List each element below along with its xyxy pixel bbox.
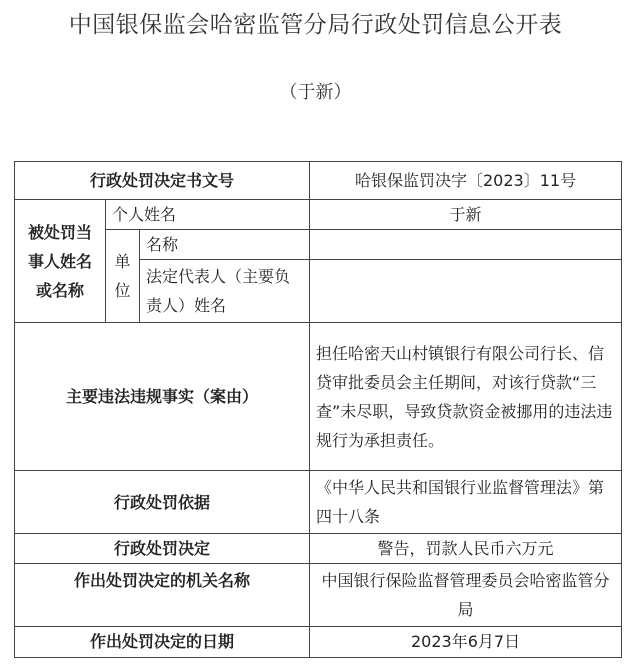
document-subtitle: （于新） <box>279 82 352 103</box>
decision-no-label: 行政处罚决定书文号 <box>15 162 310 200</box>
table-row <box>15 230 622 260</box>
facts-value: 担任哈密天山村镇银行有限公司行长、信贷审批委员会主任期间，对该行贷款“三查”未尽职，导致贷款资金被挪用的违法违规行为承担责任。 <box>310 323 622 471</box>
party-label: 被处罚当事人姓名或名称 <box>15 200 106 323</box>
unit-name-label: 名称 <box>140 230 310 260</box>
table-row <box>15 200 622 230</box>
facts-label: 主要违法违规事实（案由） <box>15 323 310 471</box>
decision-label: 行政处罚决定 <box>15 534 310 564</box>
date-label: 作出处罚决定的日期 <box>15 627 310 658</box>
unit-label: 单位 <box>106 230 140 323</box>
individual-name-label: 个人姓名 <box>106 200 310 230</box>
decision-value: 警告，罚款人民币六万元 <box>310 534 622 564</box>
table-row <box>15 564 622 627</box>
authority-label: 作出处罚决定的机关名称 <box>15 564 310 627</box>
authority-value: 中国银行保险监督管理委员会哈密监管分局 <box>310 564 622 627</box>
table-row <box>15 627 622 658</box>
document-title: 中国银保监会哈密监管分局行政处罚信息公开表 <box>68 12 563 38</box>
unit-name-value <box>310 230 622 260</box>
date-value: 2023年6月7日 <box>310 627 622 658</box>
legal-rep-value <box>310 260 622 323</box>
table-row <box>15 162 622 200</box>
basis-value: 《中华人民共和国银行业监督管理法》第四十八条 <box>310 471 622 534</box>
penalty-info-table <box>14 161 622 658</box>
individual-name-value: 于新 <box>310 200 622 230</box>
decision-no-value: 哈银保监罚决字〔2023〕11号 <box>310 162 622 200</box>
table-row <box>15 471 622 534</box>
table-row <box>15 323 622 471</box>
basis-label: 行政处罚依据 <box>15 471 310 534</box>
legal-rep-label: 法定代表人（主要负责人）姓名 <box>140 260 310 323</box>
table-row <box>15 534 622 564</box>
